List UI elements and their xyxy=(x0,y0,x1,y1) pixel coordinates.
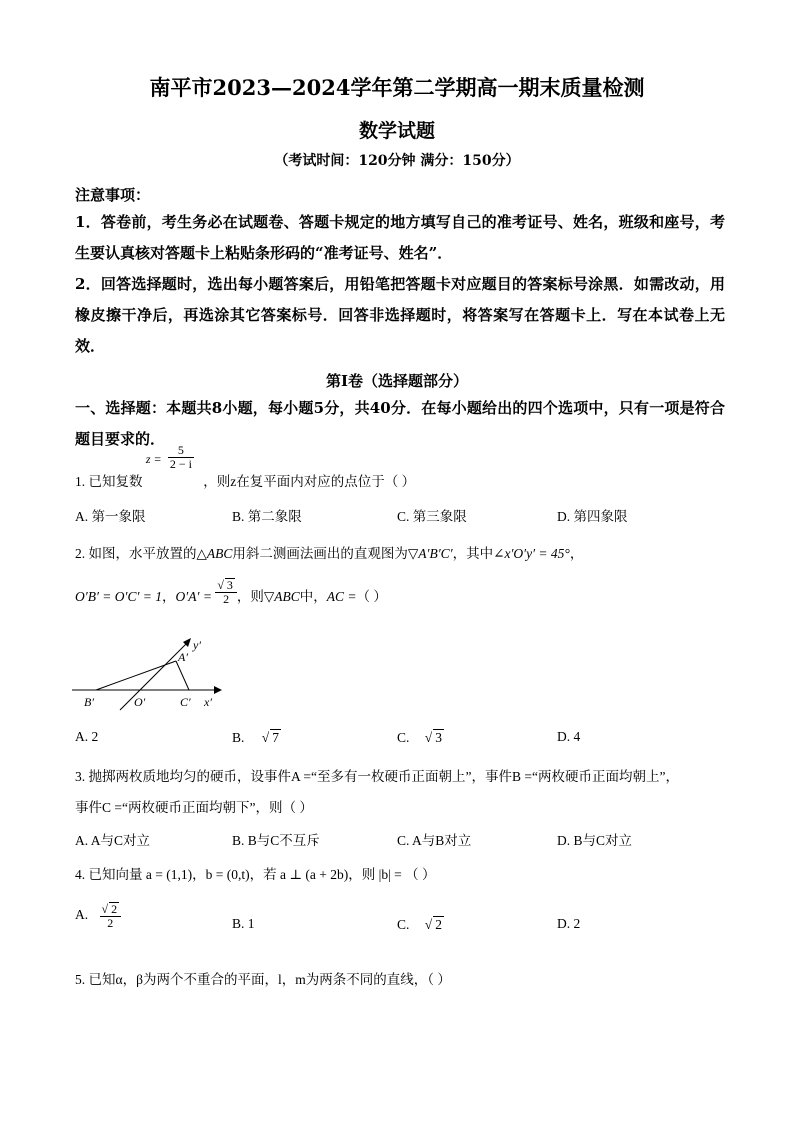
question-3-line-1: 3. 抛掷两枚质地均匀的硬币，设事件A =“至多有一枚硬币正面朝上”，事件B =“两枚硬币正面均朝上”， xyxy=(75,769,679,784)
question-2-line-1 xyxy=(75,542,583,562)
q2-triangle: △ABC xyxy=(196,546,233,561)
q2-option-b[interactable] xyxy=(232,729,281,746)
segment-ac xyxy=(176,661,189,690)
q2-triangle-orig: ▽ABC xyxy=(263,589,300,604)
q3-option-c[interactable]: C. A与B对立 xyxy=(397,833,472,848)
q2-in: 中， xyxy=(299,589,327,604)
q4-option-c[interactable] xyxy=(397,916,444,933)
q1-z: z = xyxy=(145,452,162,466)
q4-option-b[interactable]: B. 1 xyxy=(232,916,255,931)
label-a: A′ xyxy=(178,650,188,664)
section-instruction: 一、选择题：本题共8小题，每小题5分，共40分．在每小题给出的四个选项中，只有一项是符合题目要求的． xyxy=(75,399,725,448)
q2-figure xyxy=(70,632,230,714)
q1-pre: 1. 已知复数 xyxy=(75,474,143,489)
notice-heading: 注意事项： xyxy=(75,186,151,204)
sqrt-icon: √ xyxy=(424,917,433,932)
sqrt-icon: √ xyxy=(424,730,433,745)
question-2-line-2 xyxy=(75,577,387,606)
q2-option-a[interactable]: A. 2 xyxy=(75,729,99,744)
q4-option-d[interactable]: D. 2 xyxy=(557,916,581,931)
q4-option-a[interactable] xyxy=(75,902,121,930)
q2-comma-2: ， xyxy=(162,589,176,604)
q4-option-a-label: A. xyxy=(75,907,89,923)
exam-info: （考试时间：120分钟 满分：150分） xyxy=(274,153,520,169)
q4-option-a-denominator: 2 xyxy=(107,916,114,930)
q2-option-b-radicand: 7 xyxy=(272,730,279,745)
question-4: 4. 已知向量 a = (1,1)，b = (0,t)，若 a ⊥ (a + 2b)，则 |b| = （ ） xyxy=(75,867,436,882)
q1-option-b[interactable]: B. 第二象限 xyxy=(232,509,302,524)
q2-option-c-label: C. xyxy=(397,730,410,745)
q1-fraction xyxy=(168,444,194,471)
q3-option-d[interactable]: D. B与C对立 xyxy=(557,833,633,848)
q2-text-mid2: ，其中 xyxy=(452,546,494,561)
question-3-line-2: 事件C =“两枚硬币正面均朝下”，则（ ） xyxy=(75,800,313,815)
section-title: 第Ⅰ卷（选择题部分） xyxy=(325,372,469,390)
q2-paren: （ ） xyxy=(356,589,387,604)
q1-numerator: 5 xyxy=(168,444,194,458)
q2-denominator: 2 xyxy=(223,591,230,606)
label-b: B′ xyxy=(84,695,94,709)
q2-ac: AC = xyxy=(326,589,357,604)
q2-option-b-label: B. xyxy=(232,730,245,745)
q1-denominator: 2 − i xyxy=(169,457,192,471)
q1-option-a[interactable]: A. 第一象限 xyxy=(75,509,146,524)
label-o: O′ xyxy=(134,695,146,709)
q4-option-a-radicand: 2 xyxy=(111,902,118,916)
q2-option-c[interactable] xyxy=(397,729,444,746)
q2-comma: ， xyxy=(569,546,584,561)
q4-option-a-fraction xyxy=(100,902,122,930)
x-axis-arrow-icon xyxy=(214,686,222,694)
q1-option-d[interactable]: D. 第四象限 xyxy=(557,509,628,524)
q2-option-d[interactable]: D. 4 xyxy=(557,729,581,744)
q4-option-c-radicand: 2 xyxy=(435,917,442,932)
q3-option-a[interactable]: A. A与C对立 xyxy=(75,833,151,848)
sqrt-icon: √ xyxy=(217,577,224,592)
q2-text-mid: 用斜二测画法画出的直观图为 xyxy=(232,546,408,561)
y-axis-line xyxy=(120,643,187,710)
sqrt-icon: √ xyxy=(101,902,109,916)
q4-option-c-label: C. xyxy=(397,917,410,932)
q3-option-b[interactable]: B. B与C不互斥 xyxy=(232,833,320,848)
notice-item-2: 2．回答选择题时，选出每小题答案后，用铅笔把答题卡对应题目的答案标号涂黑．如需改动，用橡皮擦干净后，再选涂其它答案标号．回答非选择题时，将答案写在答题卡上．写在本试卷上无效． xyxy=(75,275,725,355)
q2-triangle-intuitive: ▽A′B′C′ xyxy=(407,546,453,561)
question-1 xyxy=(75,443,416,490)
segment-ba xyxy=(96,661,176,690)
label-x: x′ xyxy=(204,695,212,709)
exam-title: 南平市2023—2024学年第二学期高一期末质量检测 xyxy=(149,75,645,100)
label-y: y′ xyxy=(193,638,201,652)
question-5: 5. 已知α，β为两个不重合的平面，l，m为两条不同的直线，（ ） xyxy=(75,972,451,987)
q2-option-c-radicand: 3 xyxy=(435,730,442,745)
q2-text: 2. 如图，水平放置的 xyxy=(75,546,197,561)
q1-option-c[interactable]: C. 第三象限 xyxy=(397,509,467,524)
q2-fraction xyxy=(215,578,237,606)
q2-ob-oc: O′B′ = O′C′ = 1 xyxy=(75,589,163,604)
q2-then: ，则 xyxy=(236,589,264,604)
subject-title: 数学试题 xyxy=(358,120,435,142)
q1-post: ，则z在复平面内对应的点位于（ ） xyxy=(203,474,416,489)
sqrt-icon: √ xyxy=(261,730,270,745)
notice-item-1: 1．答卷前，考生务必在试题卷、答题卡规定的地方填写自己的准考证号、姓名，班级和座号，考生要认真核对答题卡上粘贴条形码的“准考证号、姓名”． xyxy=(75,213,725,262)
q2-radicand: 3 xyxy=(226,577,233,592)
q2-angle: ∠x′O′y′ = 45° xyxy=(493,546,570,561)
q2-oa: O′A′ = xyxy=(175,589,212,604)
label-c: C′ xyxy=(180,695,191,709)
